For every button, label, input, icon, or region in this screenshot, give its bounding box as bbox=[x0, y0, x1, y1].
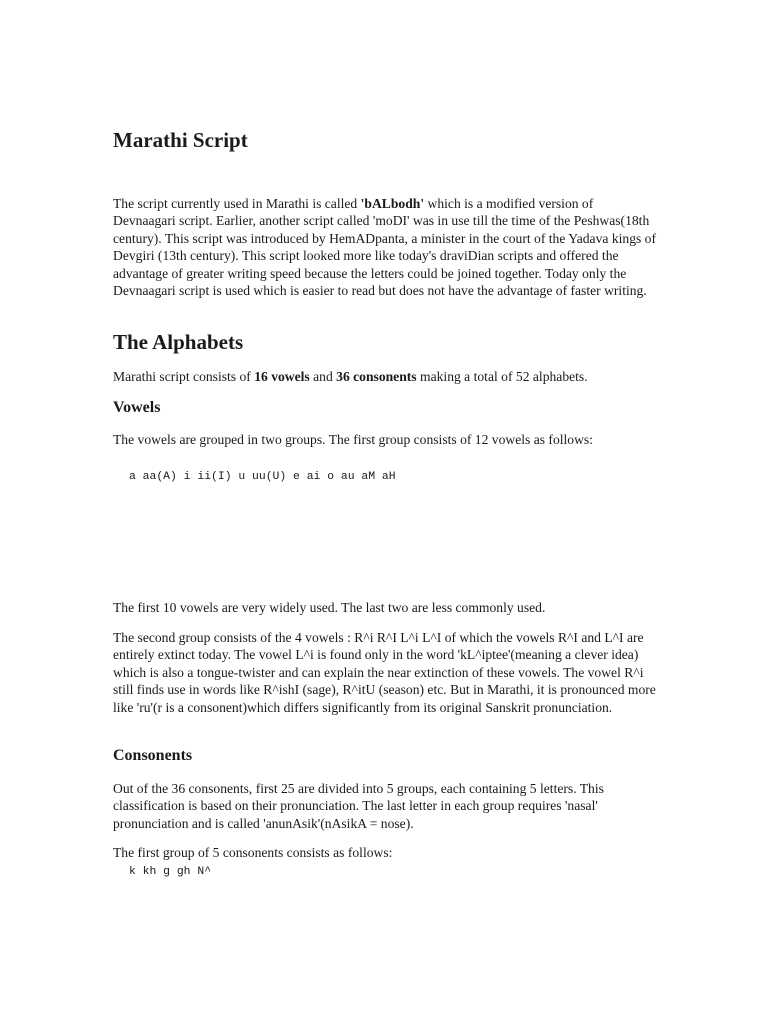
vowels-second-group-paragraph: The second group consists of the 4 vowels : R^i R^I L^i L^I of which the vowels R^I and L^I are entirely extinct today. The vowel L^i is found only in the word 'kL^iptee'(meaning a clever idea) which is also a tongue-twister and can explain the near extinction of these vowels. The vowel R^i still finds use in words like R^ishI (sage), R^itU (season) etc. But in Marathi, it is pronounced more like 'ru'(r is a consonent)which differs significantly from its original Sanskrit pronunciation. bbox=[113, 630, 656, 715]
alphabets-text-3: making a total of 52 alphabets. bbox=[416, 369, 588, 384]
consonents-code: k kh g gh N^ bbox=[129, 866, 212, 878]
intro-paragraph bbox=[113, 195, 658, 299]
vowels-code: a aa(A) i ii(I) u uu(U) e ai o au aM aH bbox=[129, 471, 396, 483]
vowels-heading: Vowels bbox=[113, 399, 161, 416]
alphabets-vowel-count: 16 vowels bbox=[254, 369, 310, 384]
vowels-usage-paragraph: The first 10 vowels are very widely used. The last two are less commonly used. bbox=[113, 600, 546, 615]
alphabets-consonent-count: 36 consonents bbox=[336, 369, 417, 384]
consonents-group-paragraph: The first group of 5 consonents consists as follows: bbox=[113, 845, 393, 860]
alphabets-paragraph bbox=[113, 368, 658, 385]
vowels-intro-paragraph: The vowels are grouped in two groups. The first group consists of 12 vowels as follows: bbox=[113, 432, 593, 447]
consonents-heading: Consonents bbox=[113, 747, 193, 764]
alphabets-text-1: Marathi script consists of bbox=[113, 369, 255, 384]
alphabets-text-2: and bbox=[309, 369, 337, 384]
intro-text-1: The script currently used in Marathi is called bbox=[113, 196, 361, 211]
page-title: Marathi Script bbox=[113, 128, 248, 152]
intro-script-name: 'bALbodh' bbox=[360, 196, 425, 211]
consonents-intro-paragraph: Out of the 36 consonents, first 25 are divided into 5 groups, each containing 5 letters. This classification is based on their pronunciation. The last letter in each group requires 'nasal' pronunciation and is called 'anunAsik'(nAsikA = nose). bbox=[113, 781, 604, 831]
intro-text-2: which is a modified version of Devnaagari script. Earlier, another script called 'moDI' was in use till the time of the Peshwas(18th century). This script was introduced by HemADpanta, a minister in the court of the Yadava kings of Devgiri (13th century). This script looked more like today's draviDian scripts and offered the advantage of greater writing speed because the letters could be joined together. Today only the Devnaagari script is used which is easier to read but does not have the advantage of faster writing. bbox=[113, 196, 656, 299]
alphabets-heading: The Alphabets bbox=[113, 330, 244, 354]
